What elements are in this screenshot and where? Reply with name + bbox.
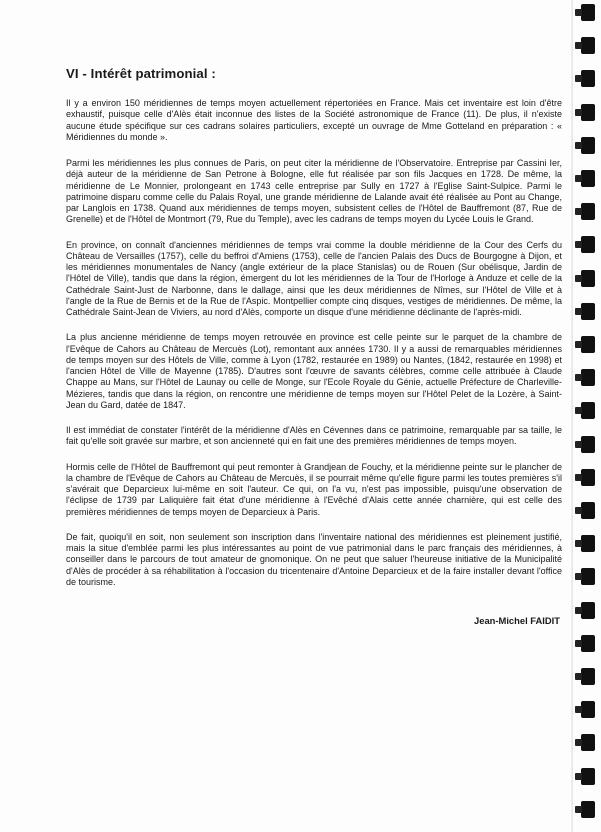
paragraph-inventory: Il y a environ 150 méridiennes de temps moyen actuellement répertoriées en France. Mais cet inventaire est loin d'être exhaustif, puisque celle d'Alès était inconnue des listes de la Société astronomique de France (11). De plus, il n'existe aucune étude spécifique sur ces cadrans solaires particuliers, excepté un ouvrage de Mme Gotteland en préparation : « Méridiennes du monde ». bbox=[66, 98, 562, 142]
paragraph-oldest: La plus ancienne méridienne de temps moyen retrouvée en province est celle peinte sur le parquet de la chambre de l'Evêque de Cahors au Château de Mercuès (Lot), remontant aux années 1730. Il y a aussi de remarquables méridiennes de temps moyen sur des Hôtels de Ville, comme à Lyon (1782, restaurée en 1989) ou Nantes, (1842, restaurée en 1998) et l'ancien Hôtel de Ville de Mayenne (1785). D'autres sont l'œuvre de savants célèbres, comme celle attribuée à Claude Chappe au Mans, sur l'Hôtel de Launay ou celle de Monge, sur l'Ecole Royale du Génie, actuelle Préfecture de Charleville-Mézieres, tandis que dans la région, on rencontre une méridienne de temps moyen sur l'Hôtel Pelet de la Lozère, à Saint-Jean du Gard, datée de 1847. bbox=[66, 332, 562, 410]
section-title: VI - Intérêt patrimonial : bbox=[66, 66, 216, 81]
binding-ring bbox=[581, 535, 595, 552]
binding-ring bbox=[581, 768, 595, 785]
binding-ring bbox=[581, 4, 595, 21]
binding-ring bbox=[581, 469, 595, 486]
binding-ring bbox=[581, 734, 595, 751]
binding-ring bbox=[581, 236, 595, 253]
binding-ring bbox=[581, 203, 595, 220]
binding-ring bbox=[581, 336, 595, 353]
binding-ring bbox=[581, 37, 595, 54]
binding-ring bbox=[581, 104, 595, 121]
binding-ring bbox=[581, 502, 595, 519]
document-body bbox=[66, 66, 562, 626]
binding-ring bbox=[581, 602, 595, 619]
binding-ring bbox=[581, 270, 595, 287]
paragraph-province: En province, on connaît d'anciennes méridiennes de temps vrai comme la double méridienne de la Cour des Cerfs du Château de Versailles (1757), celle du beffroi d'Amiens (1753), celle de l'ancien Palais des Ducs de Bourgogne à Dijon, et les méridiennes monumentales de Nancy (angle extérieur de la place Stanislas) ou de Rouen (Sur obélisque, Jardin de l'Hôtel de Ville), tandis que dans la région, émergent du lot les méridiennes de la Tour de l'Horloge à Anduze et celle de la Cathédrale Saint-Just de Narbonne, dans le dallage, ainsi que les deux méridiennes de Nîmes, sur l'Hôtel de Ville et à l'angle de la Rue de Bernis et de la Rue de l'Aspic. Montpellier compte cinq disques, vestiges de méridiennes. De même, la Cathédrale Saint-Jean de Viviers, au nord d'Alès, comporte un disque d'une méridienne déclinante de l'après-midi. bbox=[66, 239, 562, 317]
binding-ring bbox=[581, 170, 595, 187]
binding-ring bbox=[581, 668, 595, 685]
binding-ring bbox=[581, 801, 595, 818]
binding-ring bbox=[581, 436, 595, 453]
binding-ring bbox=[581, 70, 595, 87]
paragraph-bauffremont: Hormis celle de l'Hôtel de Bauffremont qui peut remonter à Grandjean de Fouchy, et la méridienne peinte sur le plancher de la chambre de l'Evêque de Cahors au Château de Mercuès, il se pourrait même qu'elle figure parmi les toutes premières s'il s'avérait que Deparcieux lui-même en soit l'auteur. Ce qui, on l'a vu, n'est pas impossible, puisqu'une observation de l'éclipse de 1739 par Laliquière fait état d'une méridienne à l'Evêché d'Alais cette année charnière, qui est celle des premières méridiennes de temps moyen de Deparcieux à Paris. bbox=[66, 461, 562, 517]
binding-ring bbox=[581, 369, 595, 386]
binding-ring bbox=[581, 701, 595, 718]
author-signature: Jean-Michel FAIDIT bbox=[474, 615, 560, 626]
binding-ring bbox=[581, 402, 595, 419]
binding-ring bbox=[581, 303, 595, 320]
binding-ring bbox=[581, 137, 595, 154]
paragraph-conclusion: De fait, quoiqu'il en soit, non seulement son inscription dans l'inventaire national des méridiennes est pleinement justifié, mais la situe d'emblée parmi les plus intéressantes au point de vue patrimonial dans le parc français des méridiennes, à conseiller dans le parcours de tout amateur de gnomonique. On ne peut que saluer l'heureuse initiative de la Municipalité d'Alès de procéder à sa réhabilitation à l'occasion du tricentenaire d'Antoine Deparcieux et de la faire installer devant l'office de tourisme. bbox=[66, 531, 562, 587]
binding-ring bbox=[581, 568, 595, 585]
spiral-binding bbox=[567, 0, 601, 832]
paragraph-paris: Parmi les méridiennes les plus connues de Paris, on peut citer la méridienne de l'Observatoire. Entreprise par Cassini Ier, déjà auteur de la méridienne de San Petrone à Bologne, elle fut réalisée par son fils Jacques en 1728. De même, la méridienne de Le Monnier, prolongeant en 1743 celle entreprise par Sully en 1727 à l'Eglise Saint-Sulpice. Parmi le patrimoine disparu comme celle du Palais Royal, une grande méridienne de Lalande avait été réalisée au Pont au Change, par Langlois en 1738. Quand aux méridiennes de temps moyen, subsistent celles de l'Hôtel de Bauffremont (87, Rue de Grenelle) et de l'Hôtel de Montmort (79, Rue du Temple), avec les cadrans de temps moyen du Lycée Louis le Grand. bbox=[66, 158, 562, 225]
binding-ring bbox=[581, 635, 595, 652]
paragraph-interest: Il est immédiat de constater l'intérêt de la méridienne d'Alès en Cévennes dans ce patrimoine, remarquable par sa taille, le fait qu'elle soit gravée sur marbre, et son ancienneté qui en fait une des premières méridiennes de temps moyen. bbox=[66, 425, 562, 447]
